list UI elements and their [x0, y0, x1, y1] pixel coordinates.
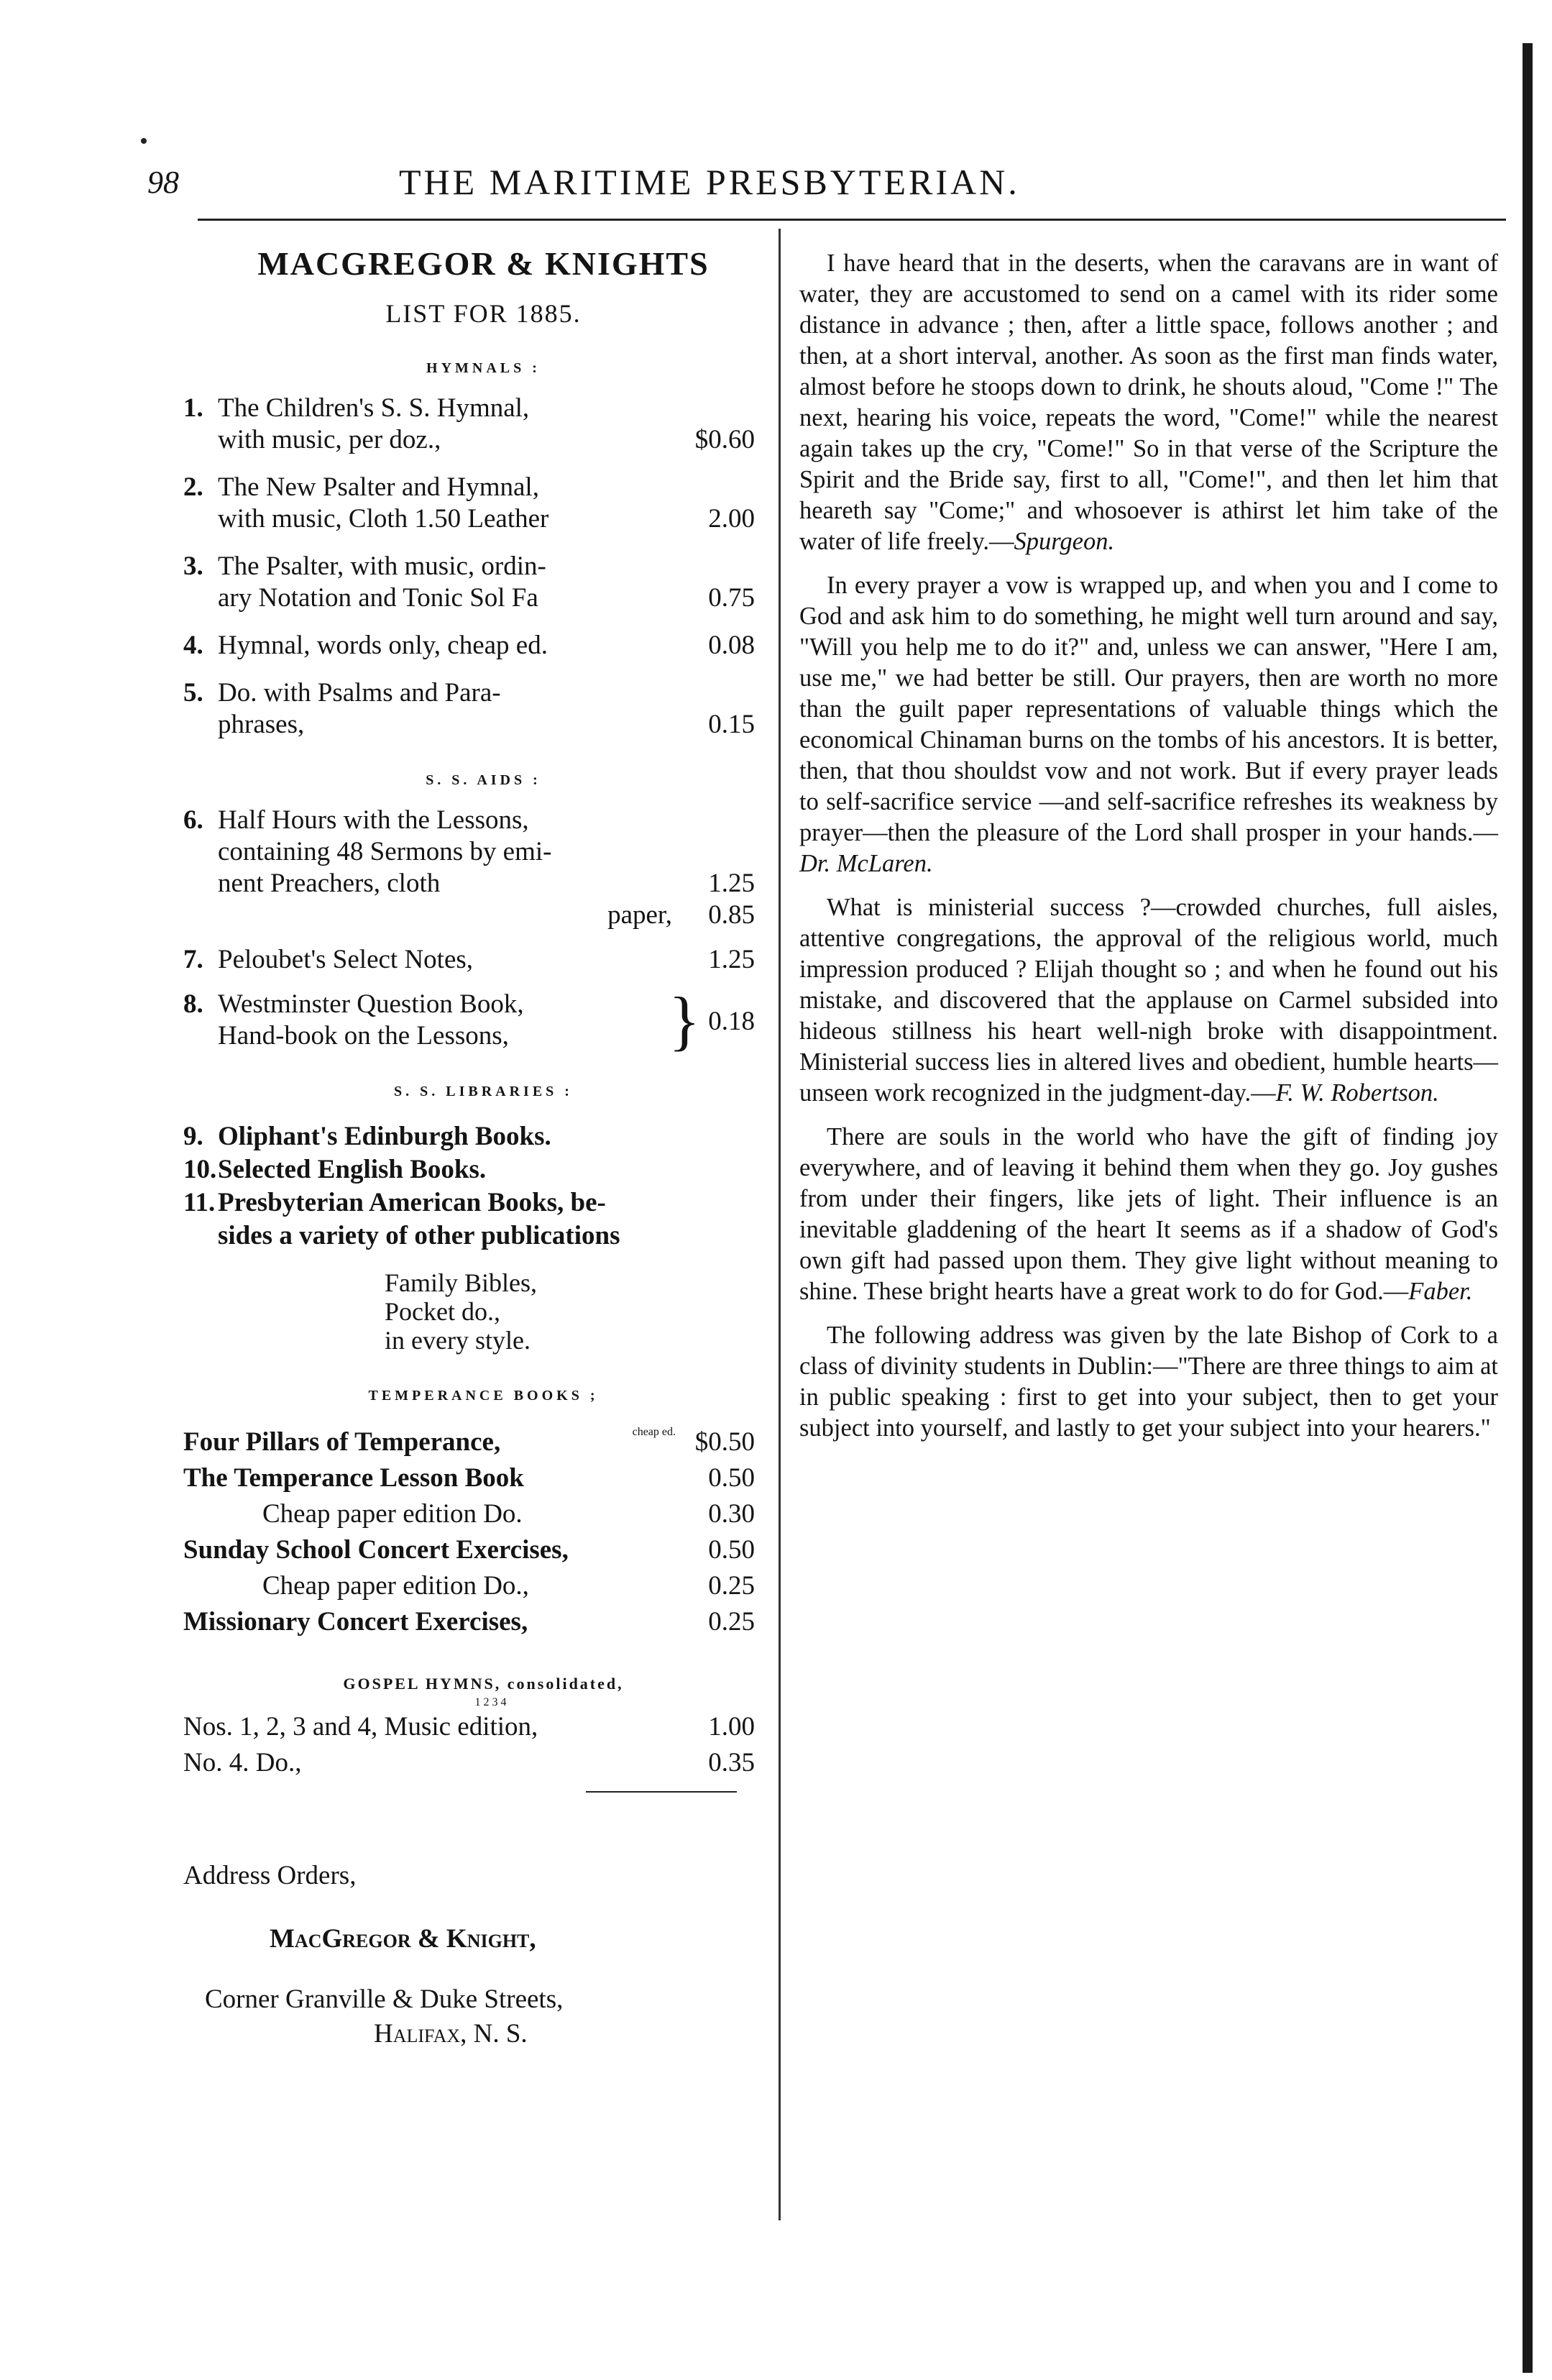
brace-glyph: }: [669, 984, 701, 1057]
attribution: Faber.: [1408, 1278, 1473, 1305]
item-line: paper,: [607, 900, 672, 930]
item-number: 5.: [183, 678, 203, 708]
item-line: The Temperance Lesson Book: [183, 1463, 524, 1493]
text-paragraph: [799, 248, 1498, 557]
firm-title: MACGREGOR & KNIGHTS: [257, 245, 710, 282]
attribution: F. W. Robertson.: [1275, 1079, 1439, 1107]
item-price: 0.30: [708, 1499, 755, 1529]
item-price: 0.15: [708, 710, 755, 739]
item-number: 8.: [183, 989, 203, 1019]
item-price: 1.25: [708, 869, 755, 898]
item-line: Cheap paper edition Do.: [262, 1499, 523, 1529]
paragraph-body: In every prayer a vow is wrapped up, and when you and I come to God and ask him to do something, he might well turn around and say, "Will you help me to do it?" and, unless we can answer, "Here I am, use me," we had better be still. Our prayers, then are worth no more than the guilt paper representations of valuable things which the economical Chinaman burns on the tombs of his ancestors. It is better, then, that thou shouldst vow and not work. But if every prayer leads to self-sacrifice service —and self-sacrifice refreshes its weakness by prayer—then the pleasure of the Lord shall prosper in your hands.—: [799, 572, 1498, 846]
list-item-temperance: [183, 1496, 755, 1532]
address-firm: MacGregor & Knight,: [270, 1924, 536, 1954]
item-line: Do. with Psalms and Para-: [218, 678, 501, 708]
item-price: 0.85: [708, 900, 755, 930]
header-rule: [198, 219, 1506, 221]
item-line: Selected English Books.: [218, 1155, 487, 1184]
item-line: containing 48 Sermons by emi-: [218, 837, 552, 866]
section-heading-ss-libraries: S. S. LIBRARIES :: [394, 1084, 573, 1099]
item-price: 0.08: [708, 631, 755, 660]
list-item-westminster: [183, 984, 755, 1057]
list-item-library: [183, 1120, 755, 1153]
list-item-hymnal: [183, 677, 755, 741]
text-paragraph: [799, 570, 1498, 879]
list-item-hymnal: [183, 551, 755, 614]
section-heading-gospel-hymns: GOSPEL HYMNS, consolidated,: [343, 1675, 624, 1693]
paragraph-body: The following address was given by the late Bishop of Cork to a class of divinity students in Dublin:—"There are three things to aim at in public speaking : first to get into your subject, then to get your subject into yourself, and lastly to get your subject into your hearers.": [799, 1322, 1498, 1442]
library-list: [183, 1120, 755, 1186]
item-number: 6.: [183, 805, 203, 835]
item-line: ary Notation and Tonic Sol Fa: [218, 583, 538, 613]
list-item-hymnal: [183, 630, 755, 662]
list-item-gospel: [183, 1709, 755, 1745]
hymnal-list: [183, 393, 755, 741]
bibles-line: in every style.: [385, 1326, 531, 1355]
section-heading-temperance: TEMPERANCE BOOKS ;: [368, 1388, 599, 1404]
item-line: Half Hours with the Lessons,: [218, 805, 529, 835]
bibles-line: Family Bibles,: [385, 1268, 538, 1297]
address-line: Address Orders,: [183, 1861, 357, 1890]
item-line: Sunday School Concert Exercises,: [183, 1535, 569, 1565]
ink-speck: [141, 138, 147, 144]
list-title: LIST FOR 1885.: [385, 299, 582, 328]
advertisement-column: [183, 244, 755, 2051]
list-item-paper-edition: [183, 900, 755, 931]
item-price: 2.00: [708, 504, 755, 534]
item-number: 11.: [183, 1188, 216, 1217]
paragraph-body: What is ministerial success ?—crowded churches, full aisles, attentive congregations, the approval of the religious world, much impression produced ? Elijah thought so ; and when he found out his mistake, and discovered that the applause on Carmel subsided into hideous stillness his heart well-nigh broke with disappointment. Ministerial success lies in altered lives and obedient, humble hearts—unseen work recognized in the judgment-day.—: [799, 894, 1498, 1107]
column-rule: [779, 229, 781, 2220]
item-line: Cheap paper edition Do.,: [262, 1571, 529, 1601]
item-line: The Children's S. S. Hymnal,: [218, 393, 530, 423]
address-block: [183, 1859, 755, 2051]
running-head: THE MARITIME PRESBYTERIAN.: [399, 162, 1020, 202]
temperance-list: [183, 1424, 755, 1640]
item-line: Hymnal, words only, cheap ed.: [218, 631, 548, 660]
list-item-hymnal: [183, 393, 755, 456]
attribution: Spurgeon.: [1014, 528, 1115, 555]
list-item-presbyterian-books: [183, 1186, 755, 1253]
item-price: 0.18: [708, 1007, 755, 1036]
bibles-list: [385, 1268, 755, 1355]
item-line: Four Pillars of Temperance,: [183, 1427, 501, 1457]
section-heading-hymnals: HYMNALS :: [426, 360, 541, 376]
item-price: $0.60: [694, 425, 755, 454]
section-heading-ss-aids: S. S. AIDS :: [426, 772, 541, 788]
item-line: Hand-book on the Lessons,: [218, 1021, 509, 1051]
item-price: 0.35: [708, 1748, 755, 1777]
item-line: Presbyterian American Books, be-: [218, 1188, 606, 1217]
item-line: nent Preachers, cloth: [218, 869, 441, 898]
list-item-hymnal: [183, 472, 755, 535]
attribution: Dr. McLaren.: [799, 850, 933, 877]
gospel-list: [183, 1709, 755, 1781]
bibles-line: Pocket do.,: [385, 1297, 500, 1326]
list-item-half-hours: [183, 805, 755, 900]
item-number: 1.: [183, 393, 203, 423]
item-line: The Psalter, with music, ordin-: [218, 551, 546, 581]
item-line: Peloubet's Select Notes,: [218, 945, 474, 974]
list-item-peloubet: [183, 944, 755, 976]
item-price: $0.50: [694, 1427, 755, 1457]
page-number: 98: [147, 165, 179, 200]
paragraph-body: There are souls in the world who have the gift of finding joy everywhere, and of leaving it behind them when they go. Joy gushes from under their fingers, like jets of light. Their influence is an inevitable gladdening of the heart It seems as if a shadow of God's own gift had passed upon them. They give light without meaning to shine. These bright hearts have a great work to do for God.—: [799, 1123, 1498, 1305]
text-paragraph: [799, 1122, 1498, 1307]
item-price: 0.50: [708, 1535, 755, 1565]
gospel-subnote: 1 2 3 4: [474, 1696, 507, 1708]
list-item-temperance: [183, 1532, 755, 1568]
text-column: [799, 248, 1498, 1457]
item-line: phrases,: [218, 710, 305, 739]
binding-edge: [1523, 43, 1533, 2373]
item-line: with music, Cloth 1.50 Leather: [218, 504, 549, 534]
item-number: 9.: [183, 1122, 203, 1151]
section-divider: [586, 1791, 737, 1793]
text-paragraph: [799, 892, 1498, 1109]
item-number: 2.: [183, 472, 203, 502]
list-item-temperance: [183, 1568, 755, 1604]
list-item-temperance: [183, 1424, 755, 1460]
paragraph-body: I have heard that in the deserts, when the caravans are in want of water, they are accustomed to send on a camel with its rider some distance in advance ; then, after a little space, follows another ; and then, at a short interval, another. As soon as the first man finds water, almost before he stoops down to drink, he shouts aloud, "Come !" The next, hearing his voice, repeats the word, "Come!" while the nearest again takes up the cry, "Come!" So in that verse of the Scripture the Spirit and the Bride say, first to all, "Come!", and then let him that heareth say "Come;" and whosoever is athirst let him take of the water of life freely.—: [799, 250, 1498, 555]
item-number: 7.: [183, 945, 203, 974]
item-line: Oliphant's Edinburgh Books.: [218, 1122, 551, 1151]
price-note: cheap ed.: [632, 1426, 676, 1438]
item-line-row: [218, 868, 755, 900]
item-line: sides a variety of other publications: [218, 1221, 620, 1250]
item-line: Nos. 1, 2, 3 and 4, Music edition,: [183, 1712, 538, 1741]
item-line: Westminster Question Book,: [218, 989, 524, 1019]
item-price: 1.25: [708, 945, 755, 974]
item-number: 10.: [183, 1155, 217, 1184]
item-line: Missionary Concert Exercises,: [183, 1607, 528, 1637]
item-price: 0.25: [708, 1607, 755, 1637]
list-item-library: [183, 1153, 755, 1186]
list-item-temperance: [183, 1604, 755, 1640]
text-paragraph: [799, 1320, 1498, 1444]
item-line: The New Psalter and Hymnal,: [218, 472, 539, 502]
item-price: 0.25: [708, 1571, 755, 1601]
list-item-gospel: [183, 1745, 755, 1781]
list-item-temperance: [183, 1460, 755, 1496]
item-price: 0.75: [708, 583, 755, 613]
item-number: 3.: [183, 551, 203, 581]
item-price: 1.00: [708, 1712, 755, 1741]
item-number: 4.: [183, 631, 203, 660]
address-line: Corner Granville & Duke Streets,: [205, 1985, 564, 2014]
item-price: 0.50: [708, 1463, 755, 1493]
item-line: with music, per doz.,: [218, 425, 441, 454]
address-city: Halifax, N. S.: [374, 2019, 528, 2049]
item-line: No. 4. Do.,: [183, 1748, 302, 1777]
